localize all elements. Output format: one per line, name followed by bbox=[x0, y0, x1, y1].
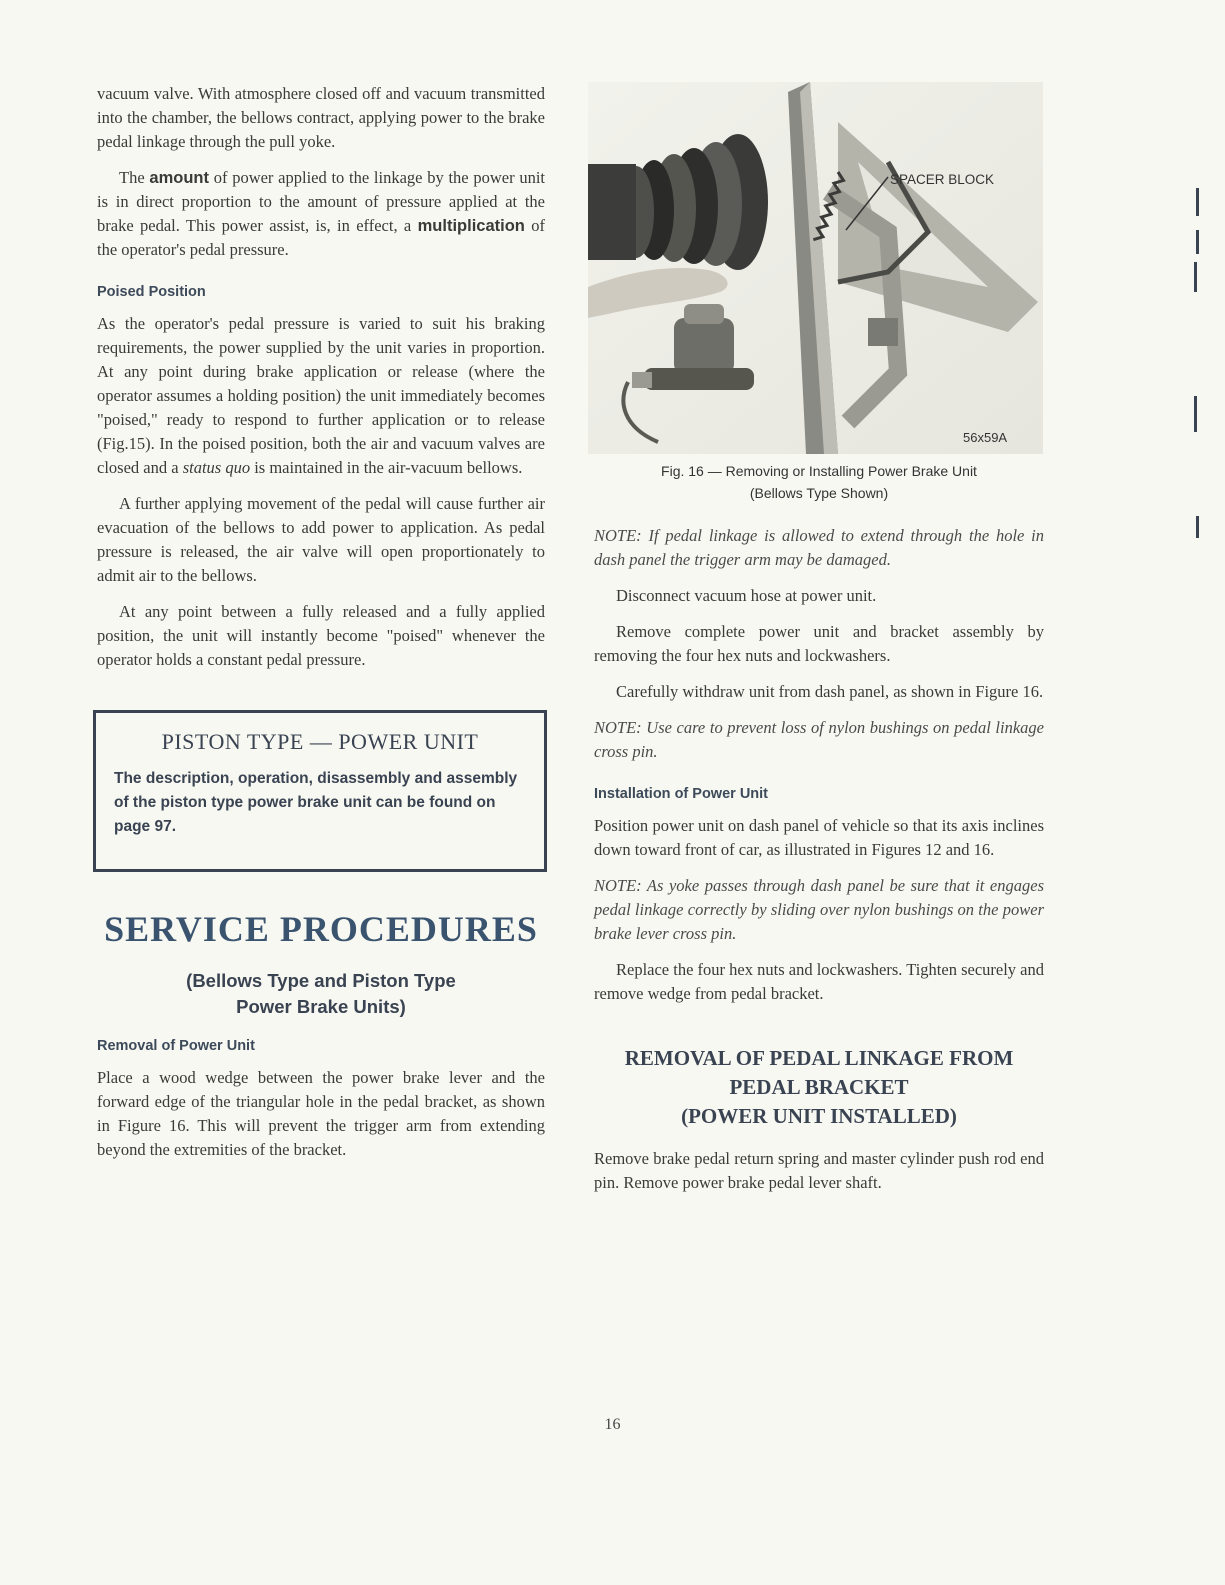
emphasis-text: multiplication bbox=[417, 217, 525, 235]
text-run: of power applied to the linkage by the power unit is in direct proportion to the amount of pressure applied at the brake pedal. This power assist, is, in effect, a bbox=[97, 168, 545, 235]
paragraph bbox=[97, 166, 545, 262]
title-line: REMOVAL OF PEDAL LINKAGE FROM bbox=[624, 1046, 1014, 1070]
right-column bbox=[594, 82, 1044, 1207]
paragraph: Place a wood wedge between the power brake lever and the forward edge of the triangular hole in the pedal bracket, as shown in Figure 16. This will prevent the trigger arm from extending beyond the extremities of the bracket. bbox=[97, 1068, 545, 1159]
text-run: of the operator's pedal pressure. bbox=[97, 216, 546, 259]
paragraph: Replace the four hex nuts and lockwashers. Tighten securely and remove wedge from pedal bracket. bbox=[594, 960, 1044, 1003]
page-number: 16 bbox=[604, 1416, 621, 1433]
figure-code: 56x59A bbox=[963, 430, 1008, 445]
paragraph: Remove complete power unit and bracket assembly by removing the four hex nuts and lockwashers. bbox=[594, 622, 1044, 665]
paragraph: A further applying movement of the pedal will cause further air evacuation of the bellows to add power to application. As pedal pressure is released, the air valve will open proportionately to admit air to the bellows. bbox=[97, 494, 545, 585]
service-subtitle bbox=[97, 968, 545, 1020]
callout-title: PISTON TYPE — POWER UNIT bbox=[161, 729, 479, 754]
figure-caption bbox=[594, 460, 1044, 504]
margin-mark bbox=[1196, 188, 1199, 216]
title-line: PEDAL BRACKET bbox=[729, 1075, 909, 1099]
piston-type-callout-box bbox=[93, 710, 547, 872]
paragraph: vacuum valve. With atmosphere closed off and vacuum transmitted into the chamber, the bellows contract, applying power to the brake pedal linkage through the pull yoke. bbox=[97, 84, 545, 151]
paragraph: Disconnect vacuum hose at power unit. bbox=[616, 586, 877, 605]
margin-mark bbox=[1196, 230, 1199, 254]
paragraph: Carefully withdraw unit from dash panel, as shown in Figure 16. bbox=[616, 682, 1044, 701]
title-line: (POWER UNIT INSTALLED) bbox=[681, 1104, 957, 1128]
caption-line: (Bellows Type Shown) bbox=[749, 485, 889, 501]
paragraph: At any point between a fully released and a fully applied position, the unit will instantly become "poised" whenever the operator holds a constant pedal pressure. bbox=[97, 602, 545, 669]
power-brake-photo-illustration bbox=[588, 82, 1043, 454]
margin-mark bbox=[1196, 516, 1199, 538]
margin-mark bbox=[1194, 262, 1197, 292]
callout-text: The description, operation, disassembly and assembly of the piston type power brake unit can be found on page 97. bbox=[114, 770, 518, 835]
margin-mark bbox=[1194, 396, 1197, 432]
subtitle-line: Power Brake Units) bbox=[236, 996, 406, 1017]
italic-text: status quo bbox=[182, 458, 251, 477]
caption-line: Fig. 16 — Removing or Installing Power Brake Unit bbox=[661, 463, 977, 479]
spacer-block-label: SPACER BLOCK bbox=[890, 172, 995, 187]
removal-pedal-linkage-title bbox=[594, 1044, 1044, 1131]
left-column bbox=[97, 82, 545, 1174]
note: NOTE: As yoke passes through dash panel be sure that it engages pedal linkage correctly by sliding over nylon bushings on the power brake lever cross pin. bbox=[594, 876, 1044, 943]
note: NOTE: Use care to prevent loss of nylon bushings on pedal linkage cross pin. bbox=[594, 718, 1044, 761]
section-heading-removal: Removal of Power Unit bbox=[97, 1038, 255, 1054]
section-heading-poised: Poised Position bbox=[97, 284, 206, 300]
service-procedures-title: SERVICE PROCEDURES bbox=[104, 909, 538, 949]
text-run: As the operator's pedal pressure is varied to suit his braking requirements, the power supplied by the unit varies in proportion. At any point during brake application or release (where the operator assumes a holding position) the unit immediately becomes "poised," ready to respond to further application or to release (Fig.15). In the poised position, both the air and vacuum valves are closed and a bbox=[97, 314, 545, 477]
section-heading-installation: Installation of Power Unit bbox=[594, 786, 769, 802]
paragraph: Remove brake pedal return spring and master cylinder push rod end pin. Remove power brake pedal lever shaft. bbox=[594, 1149, 1044, 1192]
paragraph: Position power unit on dash panel of vehicle so that its axis inclines down toward front of car, as illustrated in Figures 12 and 16. bbox=[594, 816, 1044, 859]
note: NOTE: If pedal linkage is allowed to extend through the hole in dash panel the trigger arm may be damaged. bbox=[594, 526, 1044, 569]
emphasis-text: amount bbox=[149, 169, 209, 187]
subtitle-line: (Bellows Type and Piston Type bbox=[186, 970, 456, 991]
text-run: is maintained in the air-vacuum bellows. bbox=[250, 458, 523, 477]
paragraph bbox=[97, 312, 545, 480]
figure-16-photo bbox=[588, 82, 1043, 454]
text-run: The bbox=[119, 168, 150, 187]
